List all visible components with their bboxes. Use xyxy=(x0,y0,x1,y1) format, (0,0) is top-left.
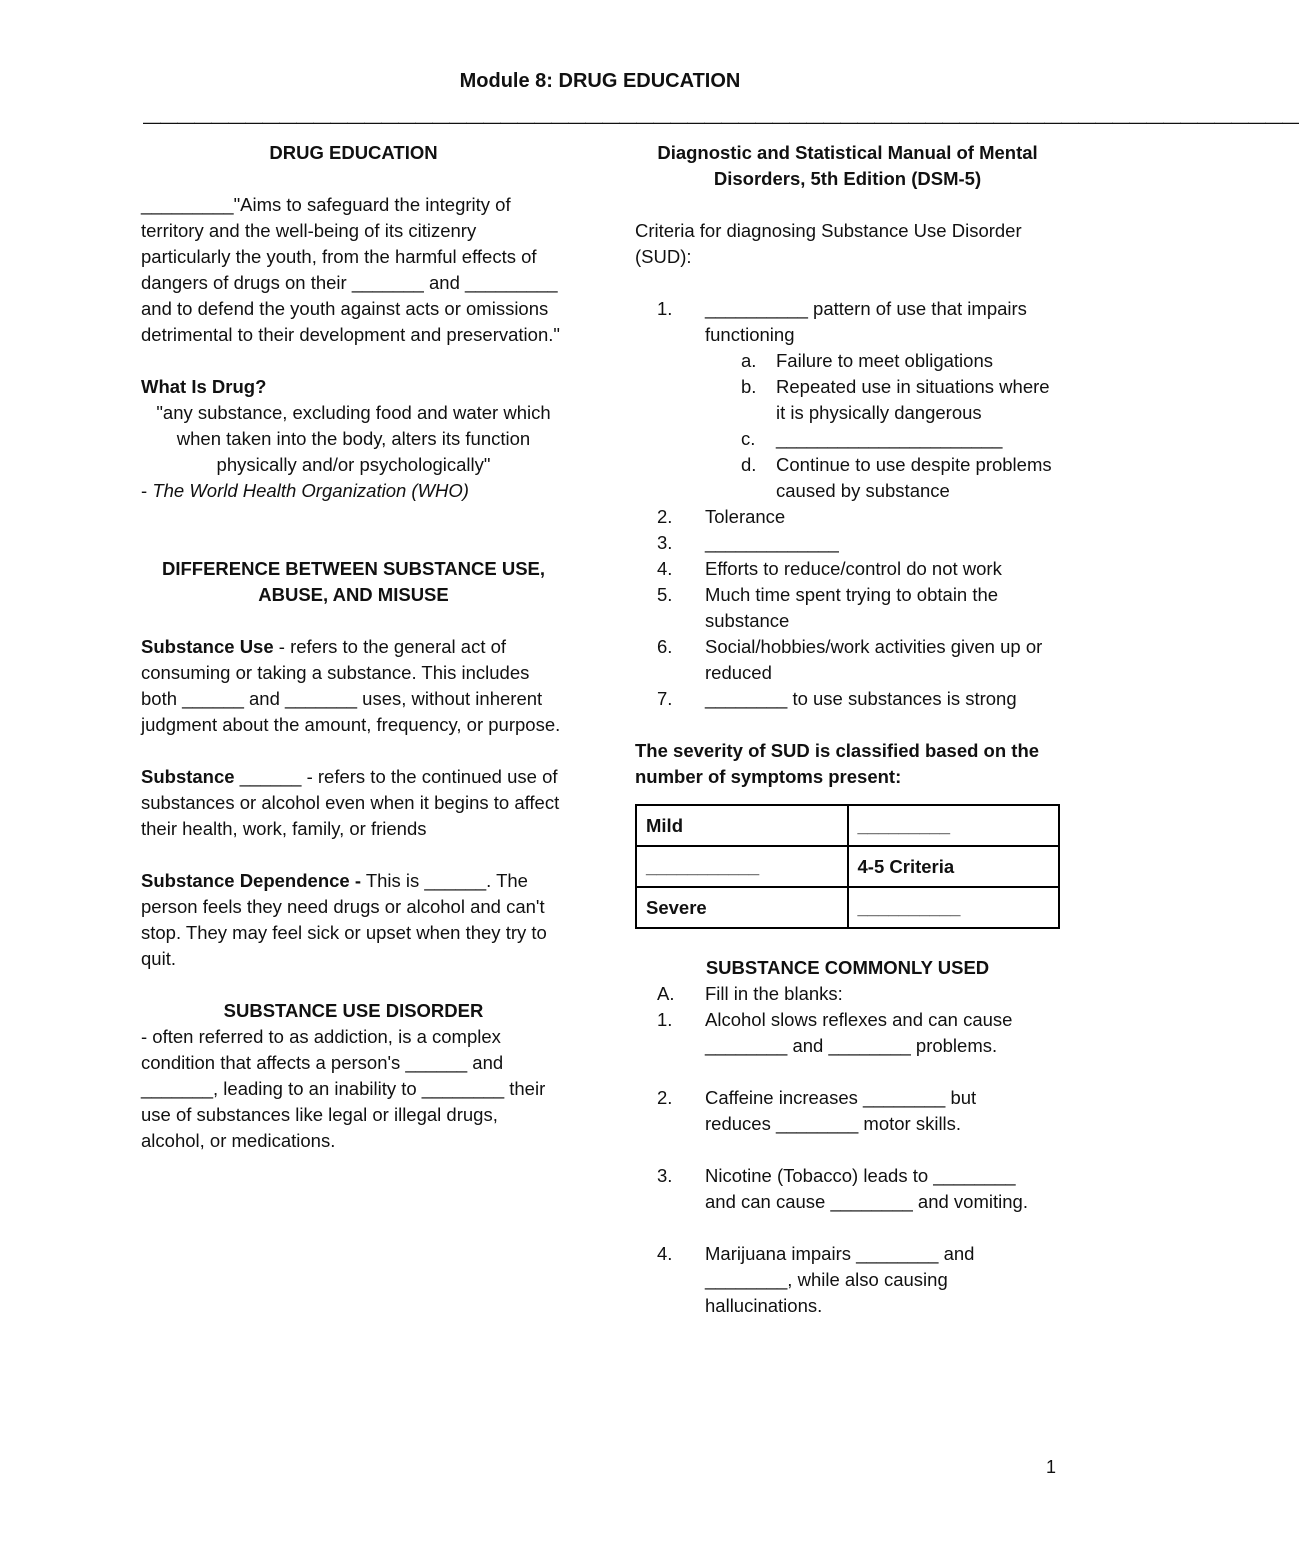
criteria-number: 1. xyxy=(657,298,673,319)
item-line: Caffeine increases ________ but xyxy=(705,1087,977,1108)
commonly-used-heading: SUBSTANCE COMMONLY USED xyxy=(705,957,990,978)
list-item xyxy=(635,1241,1060,1319)
severity-table xyxy=(635,804,1060,929)
sud-heading: SUBSTANCE USE DISORDER xyxy=(223,1000,484,1021)
criteria-item xyxy=(635,634,1060,686)
list-item xyxy=(635,1163,1060,1215)
criteria-text: ________ to use substances is strong xyxy=(705,688,1017,709)
drug-education-heading: DRUG EDUCATION xyxy=(269,142,438,163)
criteria-item xyxy=(635,296,1060,348)
table-row xyxy=(636,846,1059,887)
substance-dependence-term: Substance Dependence - xyxy=(141,870,362,891)
subcriteria-item xyxy=(635,452,1060,504)
fill-text: Fill in the blanks: xyxy=(705,983,843,1004)
subcriteria-text: ______________________ xyxy=(776,428,1003,449)
substance-blank-text: ______ - refers to the continued use of substances or alcohol even when it begins to affect their health, work, family, or friends xyxy=(141,766,560,839)
criteria-text: _____________ xyxy=(705,532,839,553)
table-cell: Mild xyxy=(636,805,848,846)
right-column xyxy=(635,140,1060,1319)
who-dash: - xyxy=(141,480,153,501)
substance-use-paragraph xyxy=(141,634,566,738)
table-row xyxy=(636,887,1059,928)
criteria-item xyxy=(635,530,1060,556)
what-is-drug-quote: "any substance, excluding food and water which when taken into the body, alters its function physically and/or psychologically" xyxy=(156,402,551,475)
criteria-number: 4. xyxy=(657,558,673,579)
item-line: and can cause ________ and vomiting. xyxy=(705,1191,1028,1212)
criteria-item xyxy=(635,582,1060,634)
who-attribution xyxy=(141,478,566,504)
item-line: Marijuana impairs ________ and xyxy=(705,1243,975,1264)
severity-heading: The severity of SUD is classified based on the number of symptoms present: xyxy=(635,740,1040,787)
subcriteria-letter: d. xyxy=(741,454,757,475)
subcriteria-text: Continue to use despite problems caused by substance xyxy=(776,454,1052,501)
item-line: Alcohol slows reflexes and can cause xyxy=(705,1009,1013,1030)
criteria-text: Social/hobbies/work activities given up or reduced xyxy=(705,636,1043,683)
criteria-text: Much time spent trying to obtain the substance xyxy=(705,584,999,631)
table-row xyxy=(636,805,1059,846)
what-is-drug-heading: What Is Drug? xyxy=(141,376,267,397)
list-item xyxy=(635,1085,1060,1137)
table-cell: _________ xyxy=(848,805,1060,846)
criteria-number: 2. xyxy=(657,506,673,527)
substance-blank-paragraph xyxy=(141,764,566,842)
criteria-item xyxy=(635,556,1060,582)
criteria-number: 7. xyxy=(657,688,673,709)
table-cell: __________ xyxy=(848,887,1060,928)
fill-label: A. xyxy=(657,983,675,1004)
item-line: reduces ________ motor skills. xyxy=(705,1113,962,1134)
item-line: ________ and ________ problems. xyxy=(705,1035,998,1056)
difference-heading: DIFFERENCE BETWEEN SUBSTANCE USE, ABUSE, AND MISUSE xyxy=(161,558,546,605)
subcriteria-text: Failure to meet obligations xyxy=(776,350,993,371)
criteria-number: 3. xyxy=(657,532,673,553)
who-source: The World Health Organization (WHO) xyxy=(152,480,469,501)
item-line: hallucinations. xyxy=(705,1295,823,1316)
item-number: 2. xyxy=(657,1087,673,1108)
substance-use-term: Substance Use xyxy=(141,636,274,657)
sud-text: - often referred to as addiction, is a complex condition that affects a person's ______ and _______, leading to an inability to ________ their use of substances like legal or illegal drugs, alcohol, or medications. xyxy=(141,1026,546,1151)
substance-dependence-text: This is ______. The person feels they need drugs or alcohol and can't stop. They may feel sick or upset when they try to quit. xyxy=(141,870,547,969)
title-rule: ———————————————————————————————————————————————————————————————————— xyxy=(143,112,1299,132)
item-number: 3. xyxy=(657,1165,673,1186)
criteria-text: Tolerance xyxy=(705,506,786,527)
subcriteria-letter: b. xyxy=(741,376,757,397)
criteria-item xyxy=(635,504,1060,530)
item-number: 4. xyxy=(657,1243,673,1264)
item-number: 1. xyxy=(657,1009,673,1030)
table-cell: ___________ xyxy=(636,846,848,887)
criteria-number: 6. xyxy=(657,636,673,657)
criteria-item xyxy=(635,686,1060,712)
substance-use-text: - refers to the general act of consuming or taking a substance. This includes both ______ and _______ uses, without inherent judgment about the amount, frequency, or purpose. xyxy=(141,636,561,735)
criteria-text: __________ pattern of use that impairs functioning xyxy=(705,298,1027,345)
left-column xyxy=(141,140,566,1154)
item-line: Nicotine (Tobacco) leads to ________ xyxy=(705,1165,1016,1186)
page-title: Module 8: DRUG EDUCATION xyxy=(459,70,741,92)
subcriteria-item xyxy=(635,426,1060,452)
table-cell: 4-5 Criteria xyxy=(848,846,1060,887)
subcriteria-item xyxy=(635,374,1060,426)
subcriteria-text: Repeated use in situations where it is physically dangerous xyxy=(776,376,1050,423)
substance-blank-term: Substance xyxy=(141,766,235,787)
criteria-number: 5. xyxy=(657,584,673,605)
item-line: ________, while also causing xyxy=(705,1269,948,1290)
page-number: 1 xyxy=(1046,1457,1057,1477)
drug-education-text: _________"Aims to safeguard the integrity of territory and the well-being of its citizenry particularly the youth, from the harmful effects of dangers of drugs on their _______ and _________ and to defend the youth against acts or omissions detrimental to their development and preservation." xyxy=(141,194,560,345)
criteria-intro: Criteria for diagnosing Substance Use Disorder (SUD): xyxy=(635,220,1022,267)
subcriteria-letter: c. xyxy=(741,428,756,449)
criteria-text: Efforts to reduce/control do not work xyxy=(705,558,1002,579)
list-item xyxy=(635,1007,1060,1059)
subcriteria-item xyxy=(635,348,1060,374)
table-cell: Severe xyxy=(636,887,848,928)
fill-instruction xyxy=(635,981,1060,1007)
dsm-heading: Diagnostic and Statistical Manual of Mental Disorders, 5th Edition (DSM-5) xyxy=(657,142,1038,189)
substance-dependence-paragraph xyxy=(141,868,566,972)
subcriteria-letter: a. xyxy=(741,350,757,371)
